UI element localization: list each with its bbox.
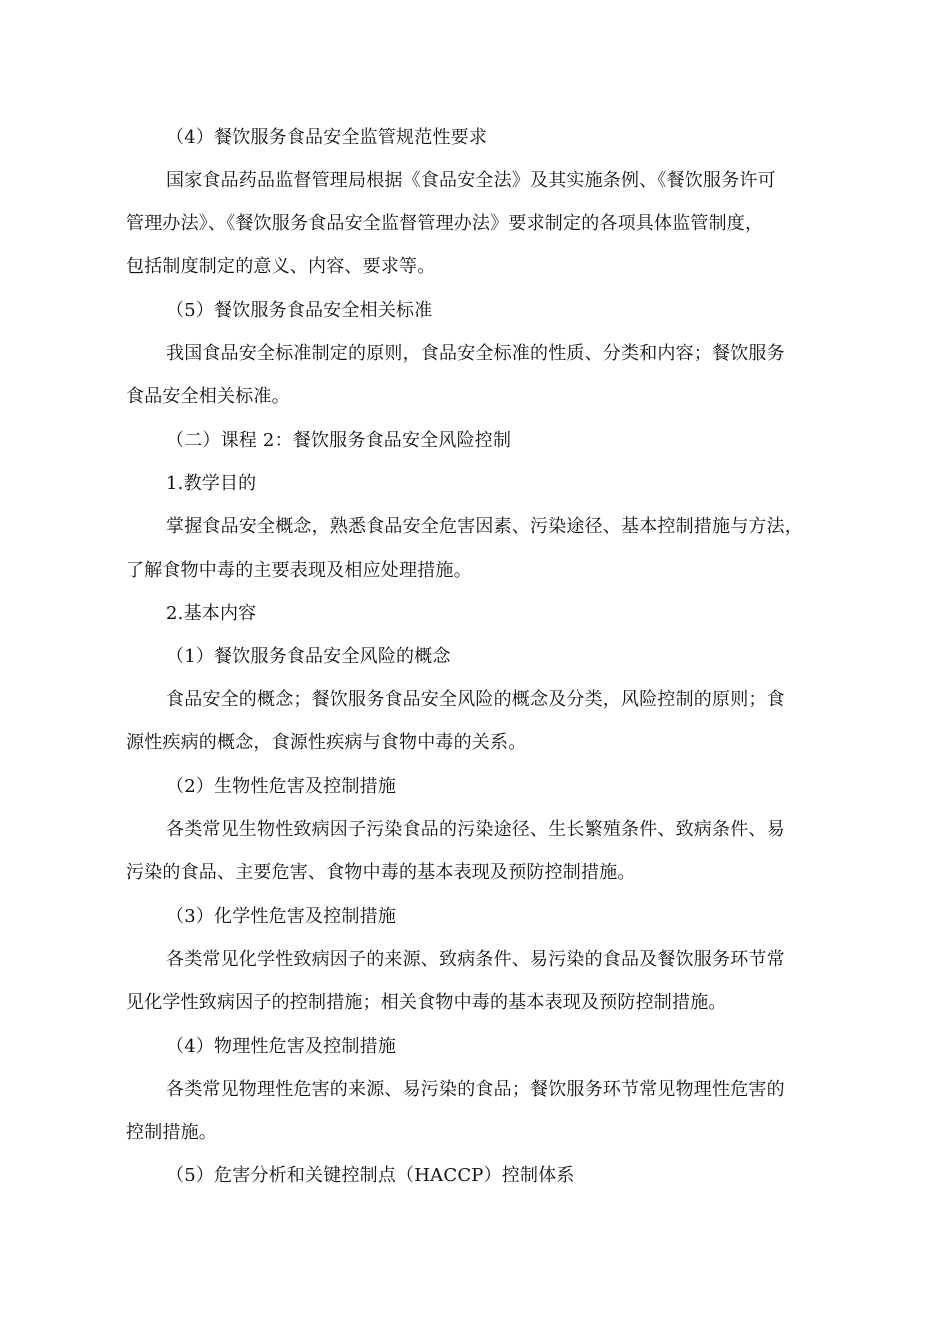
paragraph-line: 了解食物中毒的主要表现及相应处理措施。 — [126, 560, 472, 581]
section-heading: （5）危害分析和关键控制点（HACCP）控制体系 — [166, 1165, 575, 1186]
section-heading: 1.教学目的 — [166, 473, 257, 494]
paragraph-line: 食品安全的概念；餐饮服务食品安全风险的概念及分类，风险控制的原则；食 — [166, 689, 785, 710]
paragraph-line: 各类常见化学性致病因子的来源、致病条件、易污染的食品及餐饮服务环节常 — [166, 949, 785, 970]
paragraph-line: 国家食品药品监督管理局根据《食品安全法》及其实施条例、《餐饮服务许可 — [166, 170, 776, 191]
paragraph-line: 源性疾病的概念，食源性疾病与食物中毒的关系。 — [126, 732, 527, 753]
paragraph-line: 见化学性致病因子的控制措施；相关食物中毒的基本表现及预防控制措施。 — [126, 992, 727, 1013]
section-heading: （二）课程 2：餐饮服务食品安全风险控制 — [166, 430, 512, 451]
section-heading: 2.基本内容 — [166, 603, 257, 624]
paragraph-line: 控制措施。 — [126, 1122, 217, 1143]
paragraph-line: 食品安全相关标准。 — [126, 386, 290, 407]
section-heading: （5）餐饮服务食品安全相关标准 — [166, 300, 433, 321]
paragraph-line: 掌握食品安全概念，熟悉食品安全危害因素、污染途径、基本控制措施与方法， — [166, 516, 803, 537]
section-heading: （2）生物性危害及控制措施 — [166, 776, 397, 797]
paragraph-line: 包括制度制定的意义、内容、要求等。 — [126, 256, 436, 277]
paragraph-line: 各类常见物理性危害的来源、易污染的食品；餐饮服务环节常见物理性危害的 — [166, 1079, 785, 1100]
paragraph-line: 管理办法》、《餐饮服务食品安全监督管理办法》要求制定的各项具体监管制度， — [126, 213, 764, 234]
paragraph-line: 我国食品安全标准制定的原则，食品安全标准的性质、分类和内容；餐饮服务 — [166, 343, 785, 364]
section-heading: （4）餐饮服务食品安全监管规范性要求 — [166, 127, 488, 148]
paragraph-line: 污染的食品、主要危害、食物中毒的基本表现及预防控制措施。 — [126, 862, 636, 883]
section-heading: （4）物理性危害及控制措施 — [166, 1036, 397, 1057]
section-heading: （3）化学性危害及控制措施 — [166, 906, 397, 927]
section-heading: （1）餐饮服务食品安全风险的概念 — [166, 646, 451, 667]
paragraph-line: 各类常见生物性致病因子污染食品的污染途径、生长繁殖条件、致病条件、易 — [166, 819, 785, 840]
